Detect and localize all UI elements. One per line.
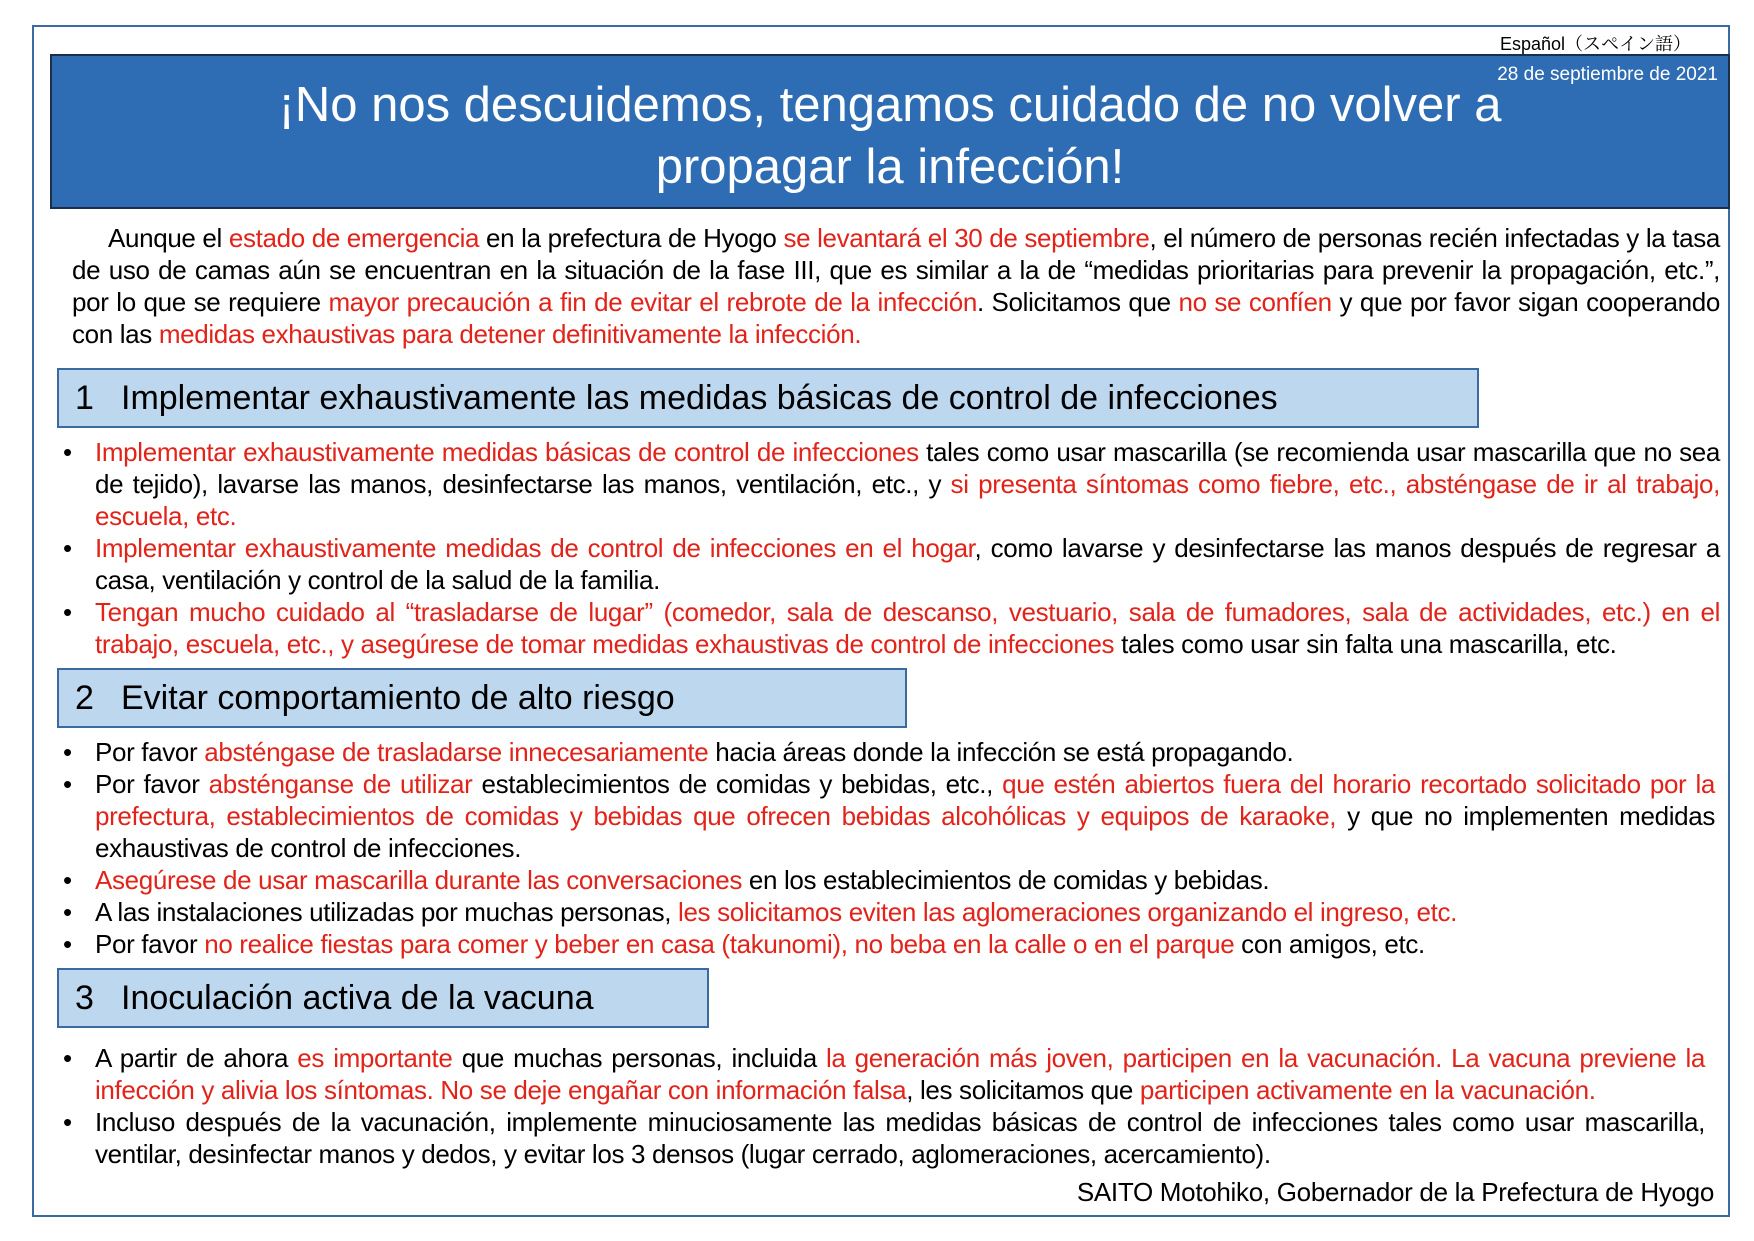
list-item: • Por favor no realice fiestas para comer y beber en casa (takunomi), no beba en la calle o en el parque con amigos, etc. [63, 929, 1425, 959]
list-item: • Asegúrese de usar mascarilla durante las conversaciones en los establecimientos de comidas y bebidas. [63, 865, 1270, 895]
signature: SAITO Motohiko, Gobernador de la Prefectura de Hyogo [1076, 1177, 1714, 1207]
intro-paragraph: Aunque el estado de emergencia en la prefectura de Hyogo se levantará el 30 de septiembre, el número de personas recién infectadas y la tasa de uso de camas aún se encuentran en la situación de la fase III, que es similar a la de “medidas prioritarias para prevenir la propagación, etc.”, por lo que se requiere mayor precaución a fin de evitar el rebrote de la infección. Solicitamos que no se confíen y que por favor sigan cooperando con las medidas exhaustivas para detener definitivamente la infección. [72, 223, 1721, 349]
notice-date: 28 de septiembre de 2021 [1497, 64, 1718, 85]
list-item: • A partir de ahora es importante que muchas personas, incluida la generación más joven, participen en la vacunación. La vacuna previene la infección y alivia los síntomas. No se deje engañar con información falsa, les solicitamos que participen activamente en la vacunación. [63, 1043, 1706, 1105]
section-title: Implementar exhaustivamente las medidas básicas de control de infecciones [121, 379, 1278, 417]
list-item: • Implementar exhaustivamente medidas de control de infecciones en el hogar, como lavarse y desinfectarse las manos después de regresar a casa, ventilación y control de la salud de la familia. [63, 533, 1720, 595]
list-item: • Tengan mucho cuidado al “trasladarse de lugar” (comedor, sala de descanso, vestuario, sala de fumadores, sala de actividades, etc.) en el trabajo, escuela, etc., y asegúrese de tomar medidas exhaustivas de control de infecciones tales como usar sin falta una mascarilla, etc. [63, 597, 1720, 659]
list-item: • Implementar exhaustivamente medidas básicas de control de infecciones tales como usar mascarilla (se recomienda usar mascarilla que no sea de tejido), lavarse las manos, desinfectarse las manos, ventilación, etc., y si presenta síntomas como fiebre, etc., absténgase de ir al trabajo, escuela, etc. [63, 437, 1720, 531]
section-header-1 [57, 368, 1479, 428]
section-1-list [60, 436, 1720, 660]
section-2-list [60, 736, 1715, 960]
list-item: • Incluso después de la vacunación, implemente minuciosamente las medidas básicas de control de infecciones tales como usar mascarilla, ventilar, desinfectar manos y dedos, y evitar los 3 densos (lugar cerrado, aglomeraciones, acercamiento). [63, 1107, 1705, 1169]
language-label: Español（スペイン語） [1500, 34, 1692, 54]
section-number: 3 [75, 979, 94, 1017]
section-title: Inoculación activa de la vacuna [121, 979, 594, 1017]
title-banner [50, 54, 1730, 209]
section-title: Evitar comportamiento de alto riesgo [121, 679, 675, 717]
list-item: • Por favor absténgase de trasladarse innecesariamente hacia áreas donde la infección se está propagando. [63, 737, 1294, 767]
section-3-list [60, 1042, 1705, 1170]
list-item: • Por favor absténganse de utilizar establecimientos de comidas y bebidas, etc., que estén abiertos fuera del horario recortado solicitado por la prefectura, establecimientos de comidas y bebidas que ofrecen bebidas alcohólicas y equipos de karaoke, y que no implementen medidas exhaustivas de control de infecciones. [63, 769, 1715, 863]
section-header-2 [57, 668, 907, 728]
page-title: ¡No nos descuidemos, tengamos cuidado de no volver a propagar la infección! [278, 78, 1502, 194]
section-number: 2 [75, 679, 94, 717]
list-item: • A las instalaciones utilizadas por muchas personas, les solicitamos eviten las aglomeraciones organizando el ingreso, etc. [63, 897, 1458, 927]
section-header-3 [57, 968, 709, 1028]
section-number: 1 [75, 379, 94, 417]
